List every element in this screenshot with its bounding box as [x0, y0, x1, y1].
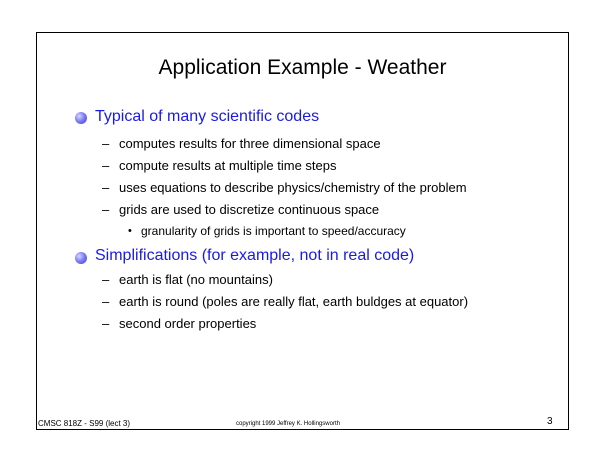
list-item: earth is round (poles are really flat, earth buldges at equator): [119, 294, 469, 309]
sub-list-item: granularity of grids is important to speed/accuracy: [141, 224, 406, 238]
bullet-dot-icon: [75, 252, 87, 264]
section-heading-scientific-codes: Typical of many scientific codes: [95, 108, 320, 125]
slide-title: Application Example - Weather: [158, 56, 447, 79]
list-item: computes results for three dimensional space: [119, 136, 381, 151]
list-item: second order properties: [119, 316, 257, 331]
list-item: earth is flat (no mountains): [119, 272, 273, 287]
dash-icon: –: [102, 158, 110, 173]
dash-icon: –: [102, 202, 110, 217]
dash-icon: –: [102, 136, 110, 151]
dash-icon: –: [102, 294, 110, 309]
bullet-dot-icon: [75, 112, 87, 124]
dash-icon: –: [102, 180, 110, 195]
footer-course: CMSC 818Z - S99 (lect 3): [38, 419, 131, 428]
list-item: grids are used to discretize continuous space: [119, 202, 380, 217]
list-item: compute results at multiple time steps: [119, 158, 337, 173]
footer-copyright: copyright 1999 Jeffrey K. Hollingsworth: [236, 421, 340, 427]
section-heading-simplifications: Simplifications (for example, not in real code): [95, 247, 415, 264]
list-item: uses equations to describe physics/chemistry of the problem: [119, 180, 467, 195]
page-number: 3: [547, 416, 553, 427]
dash-icon: –: [102, 272, 110, 287]
dash-icon: –: [102, 316, 110, 331]
sub-bullet-icon: •: [128, 225, 132, 237]
